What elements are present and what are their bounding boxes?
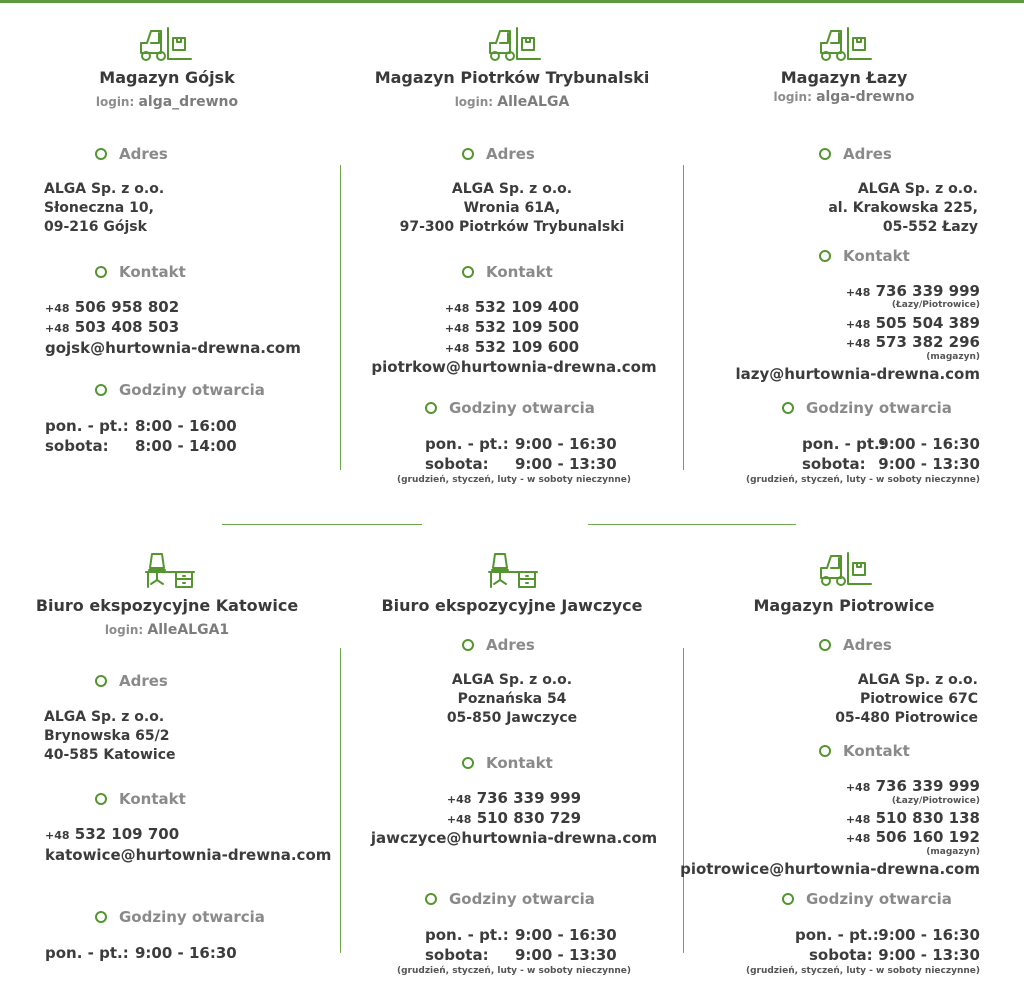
phone-number[interactable]: [846, 828, 980, 848]
section-address: [95, 672, 168, 690]
phone-number[interactable]: [45, 318, 179, 338]
phone-prefix: +48: [444, 302, 470, 315]
location-title: Biuro ekspozycyjne Jawczyce: [381, 596, 643, 615]
phone-prefix: +48: [45, 302, 70, 315]
section-label: Kontakt: [119, 263, 186, 281]
phone-value: 736 339 999: [875, 777, 980, 795]
phone-number[interactable]: [846, 282, 980, 302]
address-line: ALGA Sp. z o.o.: [857, 672, 978, 688]
hours-saturday-value: 9:00 - 13:30: [878, 946, 980, 964]
section-hours: [425, 890, 595, 908]
phone-number[interactable]: [45, 298, 179, 318]
phone-prefix: +48: [444, 342, 470, 355]
section-label: Adres: [843, 145, 892, 163]
section-hours: [782, 399, 952, 417]
email-link[interactable]: gojsk@hurtownia-drewna.com: [45, 339, 301, 357]
phone-prefix: +48: [845, 286, 871, 299]
address-line: ALGA Sp. z o.o.: [44, 709, 165, 725]
section-label: Kontakt: [843, 247, 910, 265]
hours-weekdays-value: 8:00 - 16:00: [135, 417, 237, 435]
hours-weekdays-label: pon. - pt.:: [45, 944, 129, 962]
phone-value: 573 382 296: [875, 333, 980, 351]
bullet-icon: [462, 757, 474, 769]
phone-prefix: +48: [845, 813, 871, 826]
forklift-icon: [817, 25, 873, 63]
address-line: 40-585 Katowice: [44, 747, 176, 763]
section-label: Adres: [486, 636, 535, 654]
hours-saturday-value: 8:00 - 14:00: [135, 437, 237, 455]
login-prefix: login:: [95, 95, 135, 109]
section-address: [819, 145, 892, 163]
bullet-icon: [462, 639, 474, 651]
address-line: ALGA Sp. z o.o.: [451, 181, 573, 197]
address-block: [835, 671, 978, 728]
phone-value: 503 408 503: [74, 318, 180, 336]
hours-note: (grudzień, styczeń, luty - w soboty nieczynne): [745, 966, 980, 976]
phone-prefix: +48: [444, 322, 470, 335]
bullet-icon: [462, 148, 474, 160]
address-line: Poznańska 54: [457, 691, 567, 707]
location-title: Magazyn Piotrowice: [753, 596, 935, 615]
section-label: Adres: [119, 672, 168, 690]
hours-weekdays-value: 9:00 - 16:30: [515, 926, 617, 944]
hours-saturday-value: 9:00 - 13:30: [515, 946, 617, 964]
hours-saturday-value: 9:00 - 13:30: [878, 455, 980, 473]
section-contact: [462, 754, 553, 772]
section-label: Kontakt: [486, 263, 553, 281]
phone-number[interactable]: [447, 789, 581, 809]
section-label: Kontakt: [119, 790, 186, 808]
hours-weekdays-value: 9:00 - 16:30: [135, 944, 237, 962]
phone-prefix: +48: [446, 813, 472, 826]
address-line: Wronia 61A,: [463, 200, 561, 216]
phone-number[interactable]: [447, 809, 581, 829]
phone-value: 532 109 600: [474, 338, 580, 356]
login-value: alga_drewno: [138, 94, 239, 110]
address-line: 97-300 Piotrków Trybunalski: [399, 219, 625, 235]
phone-value: 532 109 700: [74, 825, 180, 843]
phone-value: 510 830 138: [875, 809, 980, 827]
section-label: Adres: [486, 145, 535, 163]
hours-weekdays-value: 9:00 - 16:30: [878, 926, 980, 944]
phone-number[interactable]: [445, 298, 579, 318]
login-line: [105, 622, 229, 638]
bullet-icon: [95, 384, 107, 396]
phone-number[interactable]: [45, 825, 179, 845]
phone-prefix: +48: [446, 793, 472, 806]
section-address: [462, 145, 535, 163]
hours-weekdays-value: 9:00 - 16:30: [515, 435, 617, 453]
address-block: [400, 180, 625, 237]
section-contact: [95, 263, 186, 281]
bullet-icon: [95, 148, 107, 160]
phone-value: 736 339 999: [476, 789, 582, 807]
address-line: Słoneczna 10,: [44, 200, 154, 216]
email-link[interactable]: jawczyce@hurtownia-drewna.com: [370, 829, 658, 847]
row-divider: [222, 524, 422, 525]
section-hours: [425, 399, 595, 417]
phone-number[interactable]: [445, 338, 579, 358]
section-hours: [95, 908, 265, 926]
phone-value: 506 958 802: [74, 298, 180, 316]
login-line: [455, 94, 570, 110]
login-value: AlleALGA: [497, 94, 570, 110]
bullet-icon: [95, 266, 107, 278]
phone-prefix: +48: [845, 337, 871, 350]
bullet-icon: [819, 745, 831, 757]
section-contact: [819, 247, 910, 265]
phone-number[interactable]: [846, 314, 980, 334]
hours-weekdays-label: pon. - pt.:: [45, 417, 129, 435]
bullet-icon: [462, 266, 474, 278]
login-prefix: login:: [104, 623, 144, 637]
phone-note: (Łazy/Piotrowice): [891, 796, 980, 806]
hours-weekdays-label: pon. - pt.:: [425, 926, 509, 944]
section-label: Kontakt: [486, 754, 553, 772]
phone-value: 506 160 192: [875, 828, 980, 846]
address-block: [447, 671, 577, 728]
address-line: al. Krakowska 225,: [828, 200, 978, 216]
column-divider: [340, 165, 341, 470]
section-contact: [95, 790, 186, 808]
email-link[interactable]: lazy@hurtownia-drewna.com: [735, 365, 980, 383]
section-hours: [95, 381, 265, 399]
hours-saturday-label: sobota:: [45, 437, 109, 455]
hours-weekdays-label: pon. - pt.:: [802, 435, 886, 453]
section-label: Kontakt: [843, 742, 910, 760]
address-block: [828, 180, 978, 237]
phone-value: 532 109 400: [474, 298, 580, 316]
column-divider: [683, 648, 684, 953]
hours-weekdays-label: pon. - pt.:: [795, 926, 879, 944]
address-block: [44, 180, 164, 237]
phone-value: 532 109 500: [474, 318, 580, 336]
phone-value: 510 830 729: [476, 809, 582, 827]
section-label: Godziny otwarcia: [119, 381, 265, 399]
bullet-icon: [425, 893, 437, 905]
address-line: Brynowska 65/2: [44, 728, 170, 744]
address-line: 05-552 Łazy: [882, 219, 978, 235]
hours-saturday-label: sobota:: [802, 455, 866, 473]
section-contact: [462, 263, 553, 281]
section-hours: [782, 890, 952, 908]
section-contact: [819, 742, 910, 760]
address-line: 09-216 Gójsk: [44, 219, 147, 235]
hours-note: (grudzień, styczeń, luty - w soboty nieczynne): [396, 966, 632, 976]
phone-prefix: +48: [45, 829, 70, 842]
section-label: Godziny otwarcia: [449, 890, 595, 908]
row-divider: [588, 524, 796, 525]
column-divider: [683, 165, 684, 470]
section-address: [95, 145, 168, 163]
login-line: [96, 94, 238, 110]
address-block: [44, 708, 176, 765]
hours-note: (grudzień, styczeń, luty - w soboty nieczynne): [396, 475, 632, 485]
section-label: Adres: [119, 145, 168, 163]
bullet-icon: [95, 793, 107, 805]
forklift-icon: [817, 550, 873, 588]
hours-saturday-label: sobota:: [809, 946, 873, 964]
bullet-icon: [95, 675, 107, 687]
top-accent-bar: [0, 0, 1024, 3]
office-desk-icon: [485, 550, 541, 588]
office-desk-icon: [142, 550, 198, 588]
email-link[interactable]: katowice@hurtownia-drewna.com: [45, 846, 332, 864]
phone-note: (Łazy/Piotrowice): [891, 300, 980, 310]
bullet-icon: [425, 402, 437, 414]
location-title: Biuro ekspozycyjne Katowice: [35, 596, 299, 615]
section-address: [462, 636, 535, 654]
section-label: Godziny otwarcia: [119, 908, 265, 926]
login-line: [773, 89, 914, 105]
address-line: 05-480 Piotrowice: [835, 710, 978, 726]
forklift-icon: [137, 25, 193, 63]
address-line: ALGA Sp. z o.o.: [857, 181, 978, 197]
column-divider: [340, 648, 341, 953]
phone-number[interactable]: [846, 333, 980, 353]
phone-prefix: +48: [845, 318, 871, 331]
email-link[interactable]: piotrowice@hurtownia-drewna.com: [680, 860, 980, 878]
hours-note: (grudzień, styczeń, luty - w soboty nieczynne): [745, 475, 980, 485]
section-label: Godziny otwarcia: [449, 399, 595, 417]
address-line: ALGA Sp. z o.o.: [44, 181, 165, 197]
phone-value: 505 504 389: [875, 314, 980, 332]
bullet-icon: [819, 250, 831, 262]
location-title: Magazyn Piotrków Trybunalski: [374, 68, 650, 87]
hours-saturday-label: sobota:: [425, 946, 489, 964]
login-prefix: login:: [773, 90, 812, 104]
phone-note: (magazyn): [926, 352, 980, 362]
address-line: Piotrowice 67C: [859, 691, 978, 707]
bullet-icon: [782, 402, 794, 414]
login-prefix: login:: [454, 95, 494, 109]
section-label: Adres: [843, 636, 892, 654]
phone-prefix: +48: [845, 781, 871, 794]
phone-note: (magazyn): [926, 847, 980, 857]
bullet-icon: [819, 639, 831, 651]
location-title: Magazyn Gójsk: [99, 68, 235, 87]
hours-saturday-value: 9:00 - 13:30: [515, 455, 617, 473]
forklift-icon: [486, 25, 542, 63]
email-link[interactable]: piotrkow@hurtownia-drewna.com: [371, 358, 657, 376]
login-value: alga-drewno: [816, 89, 915, 105]
bullet-icon: [819, 148, 831, 160]
login-value: AlleALGA1: [147, 622, 230, 638]
phone-value: 736 339 999: [875, 282, 980, 300]
bullet-icon: [95, 911, 107, 923]
phone-prefix: +48: [845, 832, 871, 845]
address-line: 05-850 Jawczyce: [446, 710, 578, 726]
hours-saturday-label: sobota:: [425, 455, 489, 473]
phone-prefix: +48: [45, 322, 70, 335]
section-label: Godziny otwarcia: [806, 890, 952, 908]
phone-number[interactable]: [846, 809, 980, 829]
phone-number[interactable]: [846, 777, 980, 797]
location-title: Magazyn Łazy: [780, 68, 908, 87]
hours-weekdays-label: pon. - pt.:: [425, 435, 509, 453]
section-address: [819, 636, 892, 654]
hours-weekdays-value: 9:00 - 16:30: [878, 435, 980, 453]
bullet-icon: [782, 893, 794, 905]
section-label: Godziny otwarcia: [806, 399, 952, 417]
phone-number[interactable]: [445, 318, 579, 338]
address-line: ALGA Sp. z o.o.: [451, 672, 573, 688]
